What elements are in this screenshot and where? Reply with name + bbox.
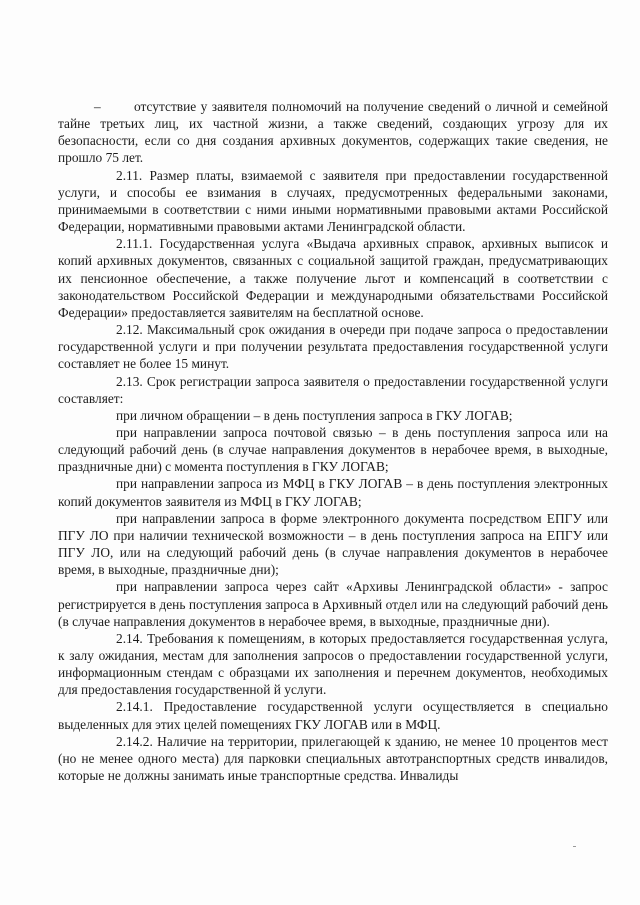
paragraph-personal: при личном обращении – в день поступления запроса в ГКУ ЛОГАВ; [116,407,513,423]
paragraph-2-12: 2.12. Максимальный срок ожидания в очереди при подаче запроса о предоставлении государственной услуги и при получении результата предоставления государственной услуги составляет не более 15 минут. [58,322,608,372]
paragraph-2-11-1: 2.11.1. Государственная услуга «Выдача архивных справок, архивных выписок и копий архивных документов, связанных с социальной защитой граждан, предусматривающих их пенсионное обеспечение, а также получение льгот и компенсаций в соответствии с законодательством Российской Федерации и международными обязательствами Российской Федерации» предоставляется заявителям на бесплатной основе. [58,236,608,320]
paragraph-2-14-1: 2.14.1. Предоставление государственной услуги осуществляется в специально выделенных для этих целей помещениях ГКУ ЛОГАВ или в МФЦ. [58,699,608,732]
paragraph-text: отсутствие у заявителя полномочий на получение сведений о личной и семейной тайне третьих лиц, их частной жизни, а также сведений, создающих угрозу для их безопасности, если со дня создания архивных документов, содержащих такие сведения, не прошло 75 лет. [58,99,608,166]
document-body [58,98,608,784]
paragraph-2-14-2: 2.14.2. Наличие на территории, прилегающей к зданию, не менее 10 процентов мест (но не менее одного места) для парковки специальных автотранспортных средств инвалидов, которые не должны занимать иные транспортные средства. Инвалиды [58,733,608,784]
paragraph-2-11: 2.11. Размер платы, взимаемой с заявителя при предоставлении государственной услуги, и способы ее взимания в случаях, предусмотренных федеральными законами, принимаемыми в соответствии с ними иными нормативными правовыми актами Российской Федерации, нормативными правовыми актами Ленинградской области. [58,167,608,235]
paragraph-site: при направлении запроса через сайт «Архивы Ленинградской области» - запрос регистрируется в день поступления запроса в Архивный отдел или на следующий рабочий день (в случае направления документов в нерабочее время, в выходные, праздничные дни). [58,579,608,629]
scan-artifact [573,846,576,847]
list-dash: – [94,99,101,114]
paragraph-absence [58,98,608,167]
paragraph-2-13: 2.13. Срок регистрации запроса заявителя о предоставлении государственной услуги составляет: [58,373,608,406]
paragraph-epgu: при направлении запроса в форме электронного документа посредством ЕПГУ или ПГУ ЛО при наличии технической возможности – в день поступления запроса на ЕПГУ или ПГУ ЛО, или на следующий рабочий день (в случае направления документов в нерабочее время, в выходные, праздничные дни); [58,510,608,578]
paragraph-post: при направлении запроса почтовой связью – в день поступления запроса или на следующий рабочий день (в случае направления документов в нерабочее время, в выходные, праздничные дни) с момента поступления в ГКУ ЛОГАВ; [58,424,608,475]
paragraph-2-14: 2.14. Требования к помещениям, в которых предоставляется государственная услуга, к залу ожидания, местам для заполнения запросов о предоставлении государственной услуги, информационным стендам с образцами их заполнения и перечнем документов, необходимых для предоставления государственной й услуги. [58,630,608,698]
paragraph-mfc: при направлении запроса из МФЦ в ГКУ ЛОГАВ – в день поступления электронных копий документов заявителя из МФЦ в ГКУ ЛОГАВ; [58,476,608,509]
